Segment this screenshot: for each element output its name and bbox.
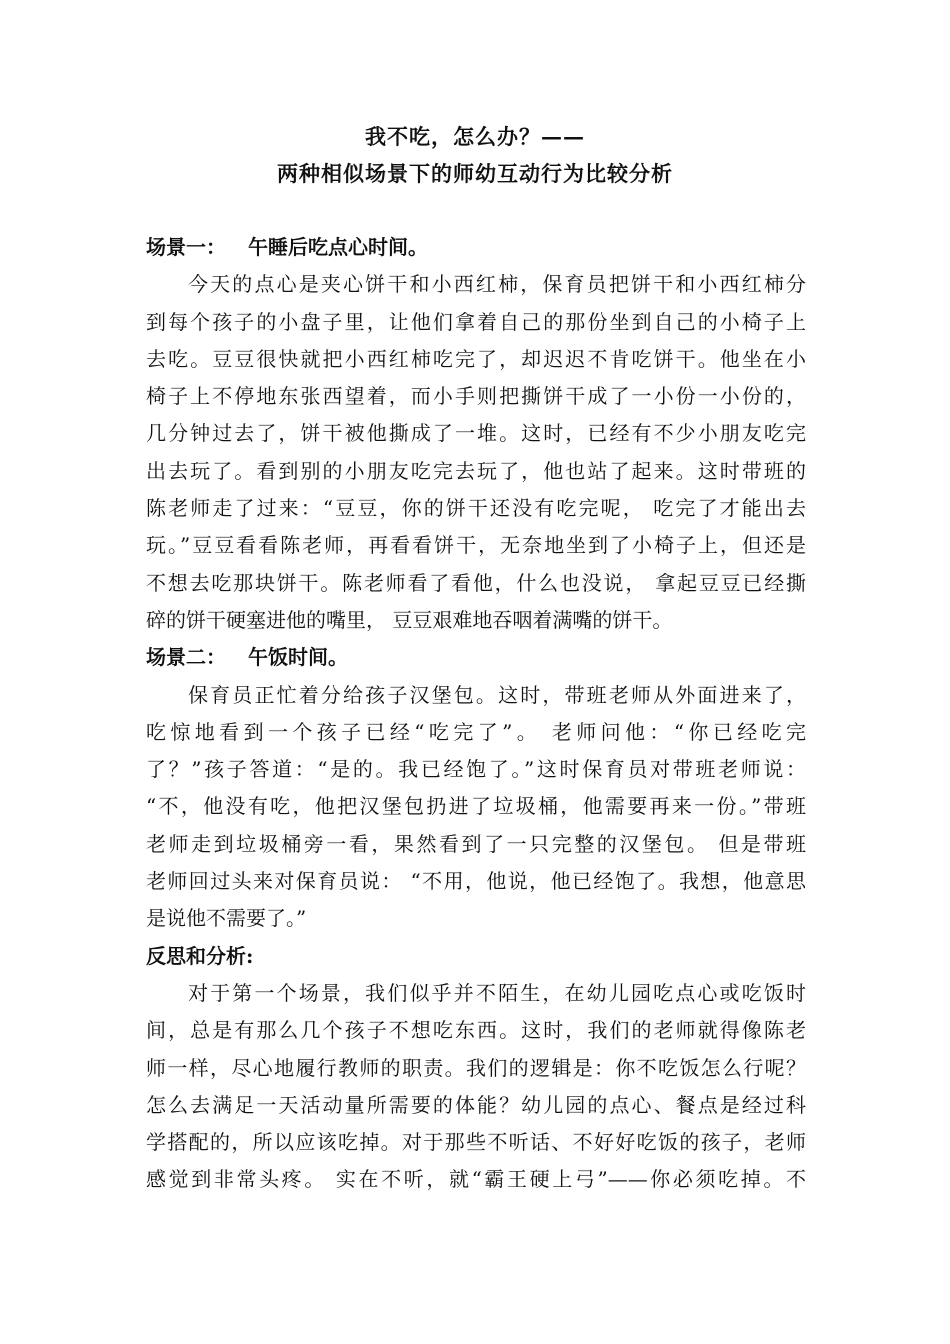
paragraph-line: 怎么去满足一天活动量所需要的体能？幼儿园的点心、餐点是经过科 <box>146 1092 806 1117</box>
paragraph-line: 椅子上不停地东张西望着，而小手则把撕饼干成了一小份一小份的， <box>146 384 806 409</box>
paragraph-line: 到每个孩子的小盘子里，让他们拿着自己的那份坐到自己的小椅子上 <box>146 309 806 334</box>
paragraph-line: 师一样，尽心地履行教师的职责。我们的逻辑是：你不吃饭怎么行呢？ <box>146 1055 806 1080</box>
paragraph-line: 是说他不需要了。” <box>146 906 307 931</box>
scene2-heading <box>146 639 806 676</box>
reflection-heading: 反思和分析: <box>146 943 254 968</box>
paragraph-line: 吃惊地看到一个孩子已经“吃完了”。 老师问他：“你已经吃完 <box>146 719 806 744</box>
paragraph-line: 了？”孩子答道：“是的。我已经饱了。”这时保育员对带班老师说： <box>146 757 806 782</box>
paragraph-line: 间，总是有那么几个孩子不想吃东西。这时，我们的老师就得像陈老 <box>146 1018 806 1043</box>
scene1-heading <box>146 229 806 266</box>
paragraph-line: 今天的点心是夹心饼干和小西红柿，保育员把饼干和小西红柿分 <box>188 272 806 297</box>
paragraph-line: 老师回过头来对保育员说： “不用，他说，他已经饱了。我想，他意思 <box>146 869 806 894</box>
title-line-2: 两种相似场景下的师幼互动行为比较分析 <box>277 161 673 186</box>
title-line-1: 我不吃，怎么办？—— <box>365 124 585 149</box>
paragraph-line: 出去玩了。看到别的小朋友吃完去玩了，他也站了起来。这时带班的 <box>146 458 806 483</box>
paragraph-line: 不想去吃那块饼干。陈老师看了看他，什么也没说， 拿起豆豆已经撕 <box>146 570 806 595</box>
scene2-heading-text: 午饭时间。 <box>248 645 348 670</box>
scene2-label: 场景二： <box>146 645 226 670</box>
paragraph-line: 玩。”豆豆看看陈老师，再看看饼干，无奈地坐到了小椅子上，但还是 <box>146 533 806 558</box>
paragraph-line: “不，他没有吃，他把汉堡包扔进了垃圾桶，他需要再来一份。”带班 <box>146 794 806 819</box>
paragraph-line: 保育员正忙着分给孩子汉堡包。这时，带班老师从外面进来了， <box>188 682 806 707</box>
scene1-heading-text: 午睡后吃点心时间。 <box>248 235 428 259</box>
paragraph-line: 陈老师走了过来：“豆豆，你的饼干还没有吃完呢， 吃完了才能出去 <box>146 496 806 521</box>
paragraph-line: 感觉到非常头疼。 实在不听，就“霸王硬上弓”——你必须吃掉。不 <box>146 1167 806 1192</box>
paragraph-line: 学搭配的，所以应该吃掉。对于那些不听话、不好好吃饭的孩子，老师 <box>146 1130 806 1155</box>
paragraph-line: 去吃。豆豆很快就把小西红柿吃完了，却迟迟不肯吃饼干。他坐在小 <box>146 346 806 371</box>
paragraph-line: 对于第一个场景，我们似乎并不陌生，在幼儿园吃点心或吃饭时 <box>188 980 806 1005</box>
paragraph-line: 老师走到垃圾桶旁一看，果然看到了一只完整的汉堡包。 但是带班 <box>146 831 806 856</box>
scene1-label: 场景一： <box>146 235 226 259</box>
paragraph-line: 碎的饼干硬塞进他的嘴里， 豆豆艰难地吞咽着满嘴的饼干。 <box>146 607 673 632</box>
document-body <box>146 229 806 1199</box>
paragraph-line: 几分钟过去了，饼干被他撕成了一堆。这时，已经有不少小朋友吃完 <box>146 421 806 446</box>
